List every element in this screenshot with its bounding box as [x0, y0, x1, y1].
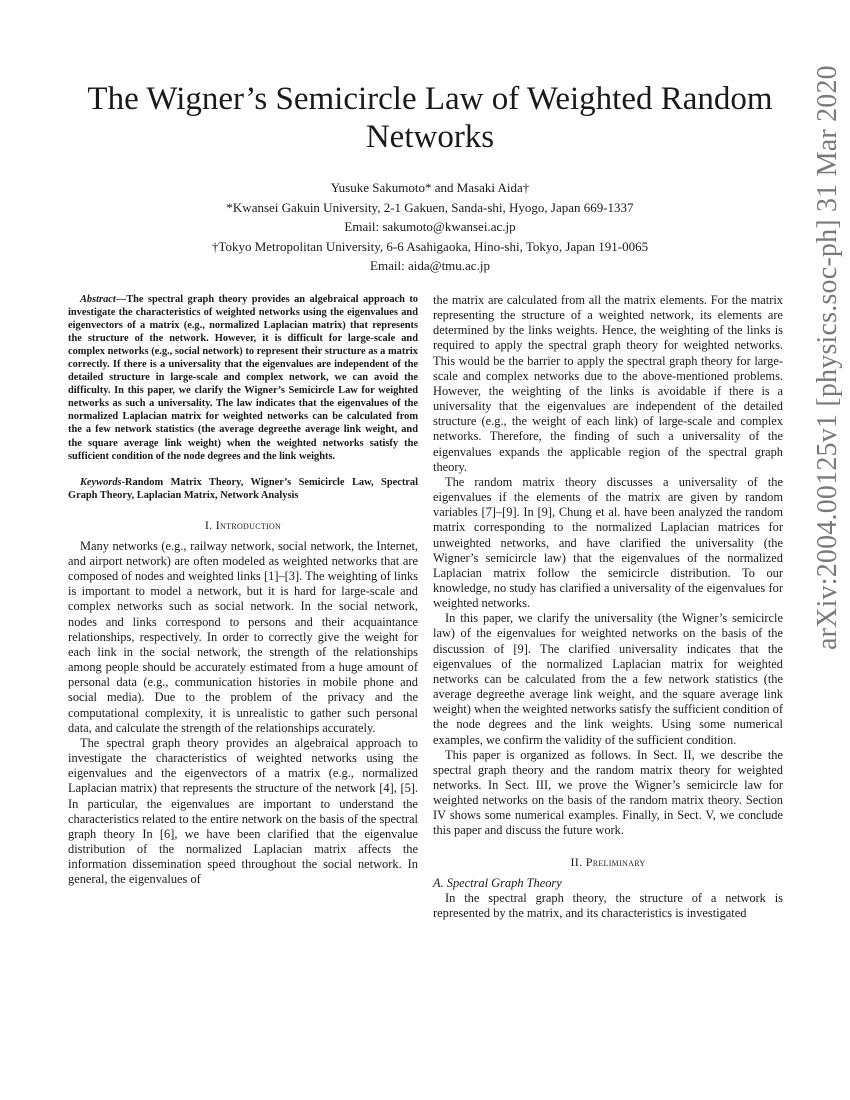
paragraph: The spectral graph theory provides an algebraical approach to investigate the characteristics of weighted networks using the eigenvalues and the eigenvectors of a matrix (e.g., normalized Laplacian matrix) that represents the structure of the network [4], [5]. In particular, the eigenvalues are important to understand the characteristics related to the entire network on the basis of the spectral graph theory In [6], we have been clarified that the eigenvalue distribution of the normalized Laplacian matrix affects the information dissemination speed throughout the social network. In general, the eigenvalues of	[68, 735, 418, 887]
author-names: Yusuke Sakumoto* and Masaki Aida†	[330, 180, 530, 195]
abstract	[68, 293, 418, 463]
subsection-heading: A. Spectral Graph Theory	[433, 875, 562, 890]
paragraph: The random matrix theory discusses a universality of the eigenvalues if the elements of the matrix are given by random variables [7]–[9]. In [9], Chung et al. have been analyzed the random matrix corresponding to the normalized Laplacian matrices for unweighted networks, and have clarified the universality (the Wigner’s semicircle law) that the eigenvalues of the normalized Laplacian matrix follow the semicircle distribution. To our knowledge, no study has clarified a universality of the eigenvalues for weighted networks.	[433, 474, 783, 611]
paper-title: The Wigner’s Semicircle Law of Weighted Random Networks	[87, 81, 773, 155]
keywords-label: Keywords	[80, 476, 122, 488]
section-title: Introduction	[215, 517, 282, 532]
affiliation-2: †Tokyo Metropolitan University, 6-6 Asahigaoka, Hino-shi, Tokyo, Japan 191-0065	[211, 238, 649, 254]
section-number: II.	[570, 854, 586, 869]
email-2: Email: aida@tmu.ac.jp	[370, 258, 490, 273]
author-block	[200, 178, 660, 276]
arxiv-identifier: arXiv:2004.00125v1 [physics.soc-ph] 31 Mar 2020	[812, 65, 843, 650]
abstract-text: —The spectral graph theory provides an algebraical approach to investigate the characteristics of weighted networks using the eigenvalues and eigenvectors of a matrix (e.g., normalized Laplacian matrix) that represents the structure of the network. However, it is difficult for large-scale and complex networks (e.g., social network) to represent their structure as a matrix correctly. If there is a universality that the eigenvalues are independent of the detailed structure in large-scale and complex network, we can avoid the difficulty. In this paper, we clarify the Wigner’s Semicircle Law for weighted networks as such a universality. The law indicates that the eigenvalues of the normalized Laplacian matrix for weighted networks can be calculated from the a few network statistics (the average degreethe average link weight, and the square average link weight) when the weighted networks satisfy the sufficient condition of the node degrees and the link weights.	[68, 294, 418, 462]
paragraph: the matrix are calculated from all the matrix elements. For the matrix representing the structure of a weighted network, its elements are determined by the links weights. Hence, the weighting of the links is required to apply the spectral graph theory for weighted networks. This would be the barrier to apply the spectral graph theory for large-scale and complex networks due to the above-mentioned problems. However, the weighting of the links is avoidable if there is a universality that the eigenvalues are independent of the detailed structure (e.g., the weight of each link) of large-scale and complex networks. Therefore, the finding of such a universality of the eigenvalues expands the applicable region of the spectral graph theory.	[433, 293, 783, 474]
keywords-text: -Random Matrix Theory, Wigner’s Semicircle Law, Spectral Graph Theory, Laplacian Matrix, Network Analysis	[68, 476, 418, 501]
left-column	[68, 293, 418, 887]
keywords	[68, 476, 418, 502]
paragraph: Many networks (e.g., railway network, social network, the Internet, and airport network) are often modeled as weighted networks that are composed of nodes and weighted links [1]–[3]. The weighting of links is important to model a network, but it is hard for large-scale and complex networks such as social network. In the social network, nodes and links correspond to persons and their acquaintance relationships, respectively. In order to correctly give the weight for each link in the social network, the strength of the relationships among people should be accurately estimated from a huge amount of personal data (e.g., communication histories in mobile phone and social media). Due to the problem of the privacy and the computational complexity, it is unrealistic to gather such personal data, and calculate the strength of the relationships accurately.	[68, 538, 418, 735]
paragraph: In this paper, we clarify the universality (the Wigner’s semicircle law) of the eigenvalues for weighted networks on the basis of the discussion of [9]. The clarified universality indicates that the eigenvalues of the normalized Laplacian matrix for weighted networks can be calculated from the a few network statistics (the average degreethe average link weight, and the square average link weight) when the weighted networks satisfy the sufficient condition of the node degrees and the link weights. Using some numerical examples, we confirm the validity of the sufficient condition.	[433, 611, 783, 747]
email-1: Email: sakumoto@kwansei.ac.jp	[344, 219, 516, 234]
section-title: Preliminary	[585, 854, 646, 869]
paragraph: This paper is organized as follows. In Sect. II, we describe the spectral graph theory and the random matrix theory for weighted networks. In Sect. III, we prove the Wigner’s semicircle law for weighted networks on the basis of the random matrix theory. Section IV shows some numerical examples. Finally, in Sect. V, we conclude this paper and discuss the future work.	[433, 747, 783, 838]
section-heading-preliminary	[433, 855, 783, 870]
paragraph: In the spectral graph theory, the structure of a network is represented by the matrix, and its characteristics is investigated	[433, 890, 783, 921]
section-number: I.	[204, 517, 216, 532]
abstract-label: Abstract	[80, 294, 116, 305]
right-column	[433, 293, 783, 921]
affiliation-1: *Kwansei Gakuin University, 2-1 Gakuen, Sanda-shi, Hyogo, Japan 669-1337	[226, 199, 634, 215]
section-heading-introduction	[68, 518, 418, 533]
